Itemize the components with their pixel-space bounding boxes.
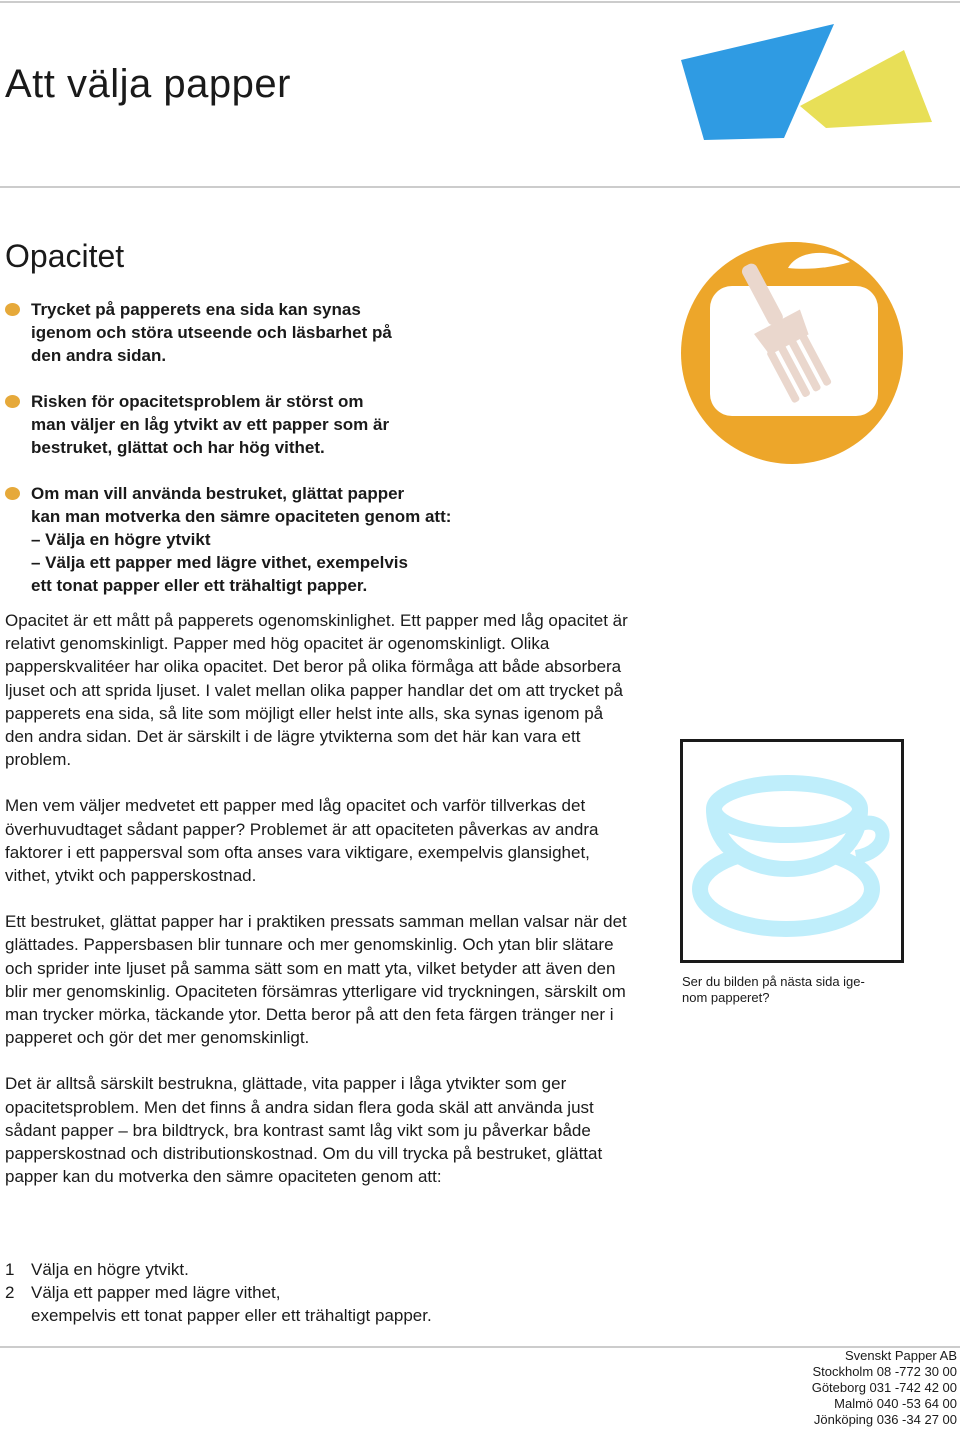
list-item <box>5 1258 432 1281</box>
bullet-item <box>5 390 645 459</box>
fork-plate-icon <box>680 240 904 466</box>
footer-contact <box>812 1348 957 1428</box>
bullet-line: igenom och störa utseende och läsbarhet på <box>31 323 392 342</box>
paper-shapes-icon <box>676 20 936 150</box>
image-caption <box>682 974 902 1006</box>
office-phone: Jönköping 036 -34 27 00 <box>813 1412 957 1427</box>
list-number: 2 <box>5 1283 15 1303</box>
list-item-line: Välja en högre ytvikt. <box>31 1260 189 1279</box>
blue-shape <box>681 24 834 140</box>
list-item-line: exempelvis ett tonat papper eller ett trähaltigt papper. <box>31 1306 432 1326</box>
yellow-shape <box>800 50 932 128</box>
paragraph: Det är alltså särskilt bestrukna, glättade, vita papper i låga ytvikter som ger opacitetsproblem. Men det finns å andra sidan flera goda skäl att använda just sådant papper – bra bildtryck, bra kontrast samt låg vikt som ju påverkar både papperskostnad och distributionskostnad. Om du vill trycka på bestruket, glättat papper kan du motverka den sämre opaciteten genom att: <box>5 1074 603 1187</box>
office-phone: Malmö 040 -53 64 00 <box>834 1396 957 1411</box>
bullet-dot-icon <box>5 487 20 500</box>
office-phone: Göteborg 031 -742 42 00 <box>811 1380 957 1395</box>
company-name: Svenskt Papper AB <box>844 1348 957 1363</box>
section-heading: Opacitet <box>5 238 125 274</box>
bullet-line: – Välja ett papper med lägre vithet, exempelvis <box>31 553 408 572</box>
bullet-line: Trycket på papperets ena sida kan synas <box>31 300 361 319</box>
body-text <box>5 609 635 1211</box>
bullet-item <box>5 482 645 597</box>
bullet-dot-icon <box>5 395 20 408</box>
bullet-line: – Välja en högre ytvikt <box>31 530 211 549</box>
top-rule <box>0 1 960 3</box>
paragraph: Ett bestruket, glättat papper har i praktiken pressats samman mellan valsar när det glättades. Pappersbasen blir tunnare och mer genomskinlig. Och ytan blir slätare och sprider inte ljuset på samma sätt som en matt yta, vilket betyder att även den blir mer genomskinlig. Opaciteten försämras ytterligare vid tryckningen, särskilt om man trycker mörka, täckande ytor. Detta beror på att den feta färgen tränger ner i papperet och gör det mer genomskinligt. <box>5 912 627 1048</box>
bullet-line: den andra sidan. <box>31 346 167 365</box>
title-rule <box>0 186 960 188</box>
bullet-line: Om man vill använda bestruket, glättat papper <box>31 484 405 503</box>
bullet-dot-icon <box>5 303 20 316</box>
bullet-line: ett tonat papper eller ett trähaltigt papper. <box>31 576 368 595</box>
bullet-line: Risken för opacitetsproblem är störst om <box>31 392 364 411</box>
page-title: Att välja papper <box>5 62 291 106</box>
bullet-list <box>5 298 645 620</box>
paragraph: Opacitet är ett mått på papperets ogenomskinlighet. Ett papper med låg opacitet är relativt genomskinligt. Papper med hög opacitet är ogenomskinligt. Olika papperskvalitéer har olika opacitet. Det beror på olika förmåga att både absorbera ljuset och att sprida ljuset. I valet mellan olika papper handlar det om att trycket på papperets ena sida, så lite som möjligt eller helst inte alls, ska synas igenom på den andra sidan. Det är särskilt i de lägre ytvikterna som det här kan vara ett problem. <box>5 611 628 770</box>
list-item <box>5 1281 432 1327</box>
coffee-cup-icon <box>680 739 904 963</box>
bullet-item <box>5 298 645 367</box>
bullet-line: man väljer en låg ytvikt av ett papper som är <box>31 415 390 434</box>
bullet-line: bestruket, glättat och har hög vithet. <box>31 438 325 457</box>
numbered-list <box>5 1258 432 1328</box>
caption-line: Ser du bilden på nästa sida ige- <box>682 974 865 989</box>
list-number: 1 <box>5 1260 15 1279</box>
paragraph: Men vem väljer medvetet ett papper med låg opacitet och varför tillverkas det överhuvudtaget sådant papper? Problemet är att opaciteten påverkas av andra faktorer i ett pappersval som ofta anses vara viktigare, exempelvis glansighet, vithet, ytvikt och papperskostnad. <box>5 796 599 886</box>
list-item-line: Välja ett papper med lägre vithet, <box>31 1283 281 1303</box>
caption-line: nom papperet? <box>682 990 770 1005</box>
office-phone: Stockholm 08 -772 30 00 <box>812 1364 957 1379</box>
bullet-line: kan man motverka den sämre opaciteten genom att: <box>31 507 452 526</box>
